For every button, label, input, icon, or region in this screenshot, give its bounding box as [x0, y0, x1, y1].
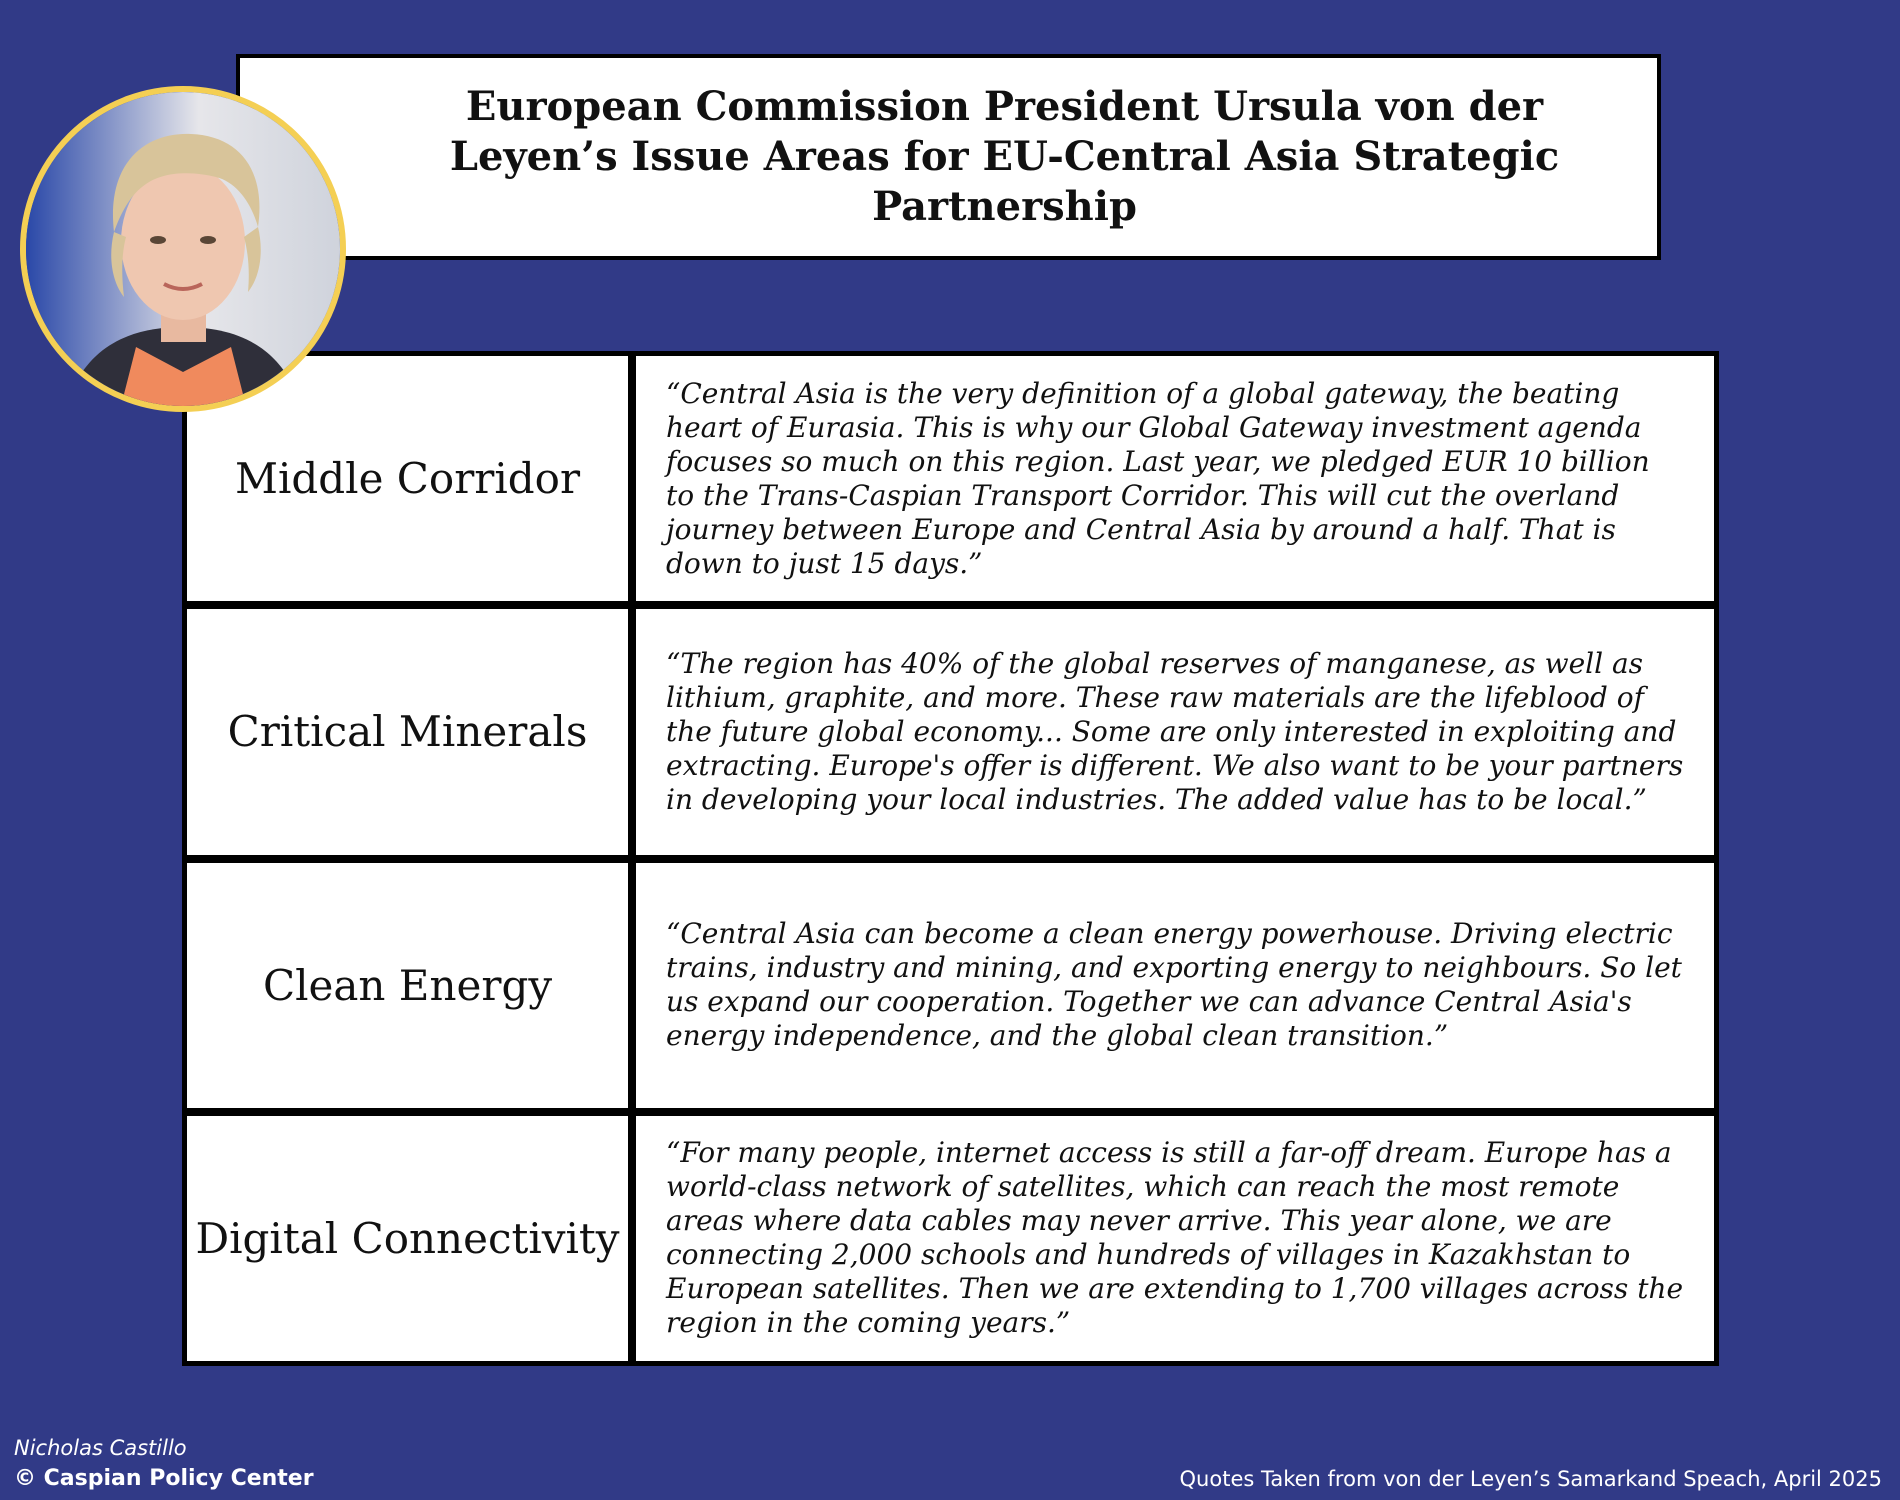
- quote-cell-critical-minerals: [636, 609, 1714, 854]
- quote-text: “Central Asia is the very definition of a global gateway, the beating heart of Eurasia. This is why our Global Gateway investment agenda focuses so much on this region. Last year, we pledged EUR 10 billion to the Trans-Caspian Transport Corridor. This will cut the overland journey between Europe and Central Asia by around a half. That is down to just 15 days.”: [666, 376, 1650, 580]
- portrait-illustration: [26, 92, 340, 406]
- portrait-photo: [20, 86, 346, 412]
- footer-author: Nicholas Castillo: [14, 1436, 187, 1460]
- page-title: European Commission President Ursula von der Leyen’s Issue Areas for EU-Central Asia Strategic Partnership: [449, 83, 1560, 230]
- topic-cell-middle-corridor: Middle Corridor: [187, 356, 628, 601]
- quote-cell-middle-corridor: [636, 356, 1714, 601]
- footer-organization: © Caspian Policy Center: [14, 1466, 314, 1491]
- quote-cell-digital-connectivity: [636, 1116, 1714, 1361]
- quote-cell-clean-energy: [636, 863, 1714, 1108]
- quote-text: “The region has 40% of the global reserves of manganese, as well as lithium, graphite, and more. These raw materials are the lifeblood of the future global economy... Some are only interested in exploiting and extracting. Europe's offer is different. We also want to be your partners in developing your local industries. The added value has to be local.”: [666, 646, 1684, 816]
- topic-cell-digital-connectivity: Digital Connectivity: [187, 1116, 628, 1361]
- topic-cell-clean-energy: Clean Energy: [187, 863, 628, 1108]
- issue-areas-table: [182, 351, 1719, 1366]
- quote-text: “For many people, internet access is still a far-off dream. Europe has a world-class network of satellites, which can reach the most remote areas where data cables may never arrive. This year alone, we are connecting 2,000 schools and hundreds of villages in Kazakhstan to European satellites. Then we are extending to 1,700 villages across the region in the coming years.”: [666, 1136, 1684, 1340]
- quote-text: “Central Asia can become a clean energy powerhouse. Driving electric trains, industry and mining, and exporting energy to neighbours. So let us expand our cooperation. Together we can advance Central Asia's energy independence, and the global clean transition.”: [666, 917, 1682, 1053]
- footer-source-note: Quotes Taken from von der Leyen’s Samarkand Speach, April 2025: [1179, 1467, 1882, 1491]
- title-box: [236, 54, 1661, 260]
- topic-cell-critical-minerals: Critical Minerals: [187, 609, 628, 854]
